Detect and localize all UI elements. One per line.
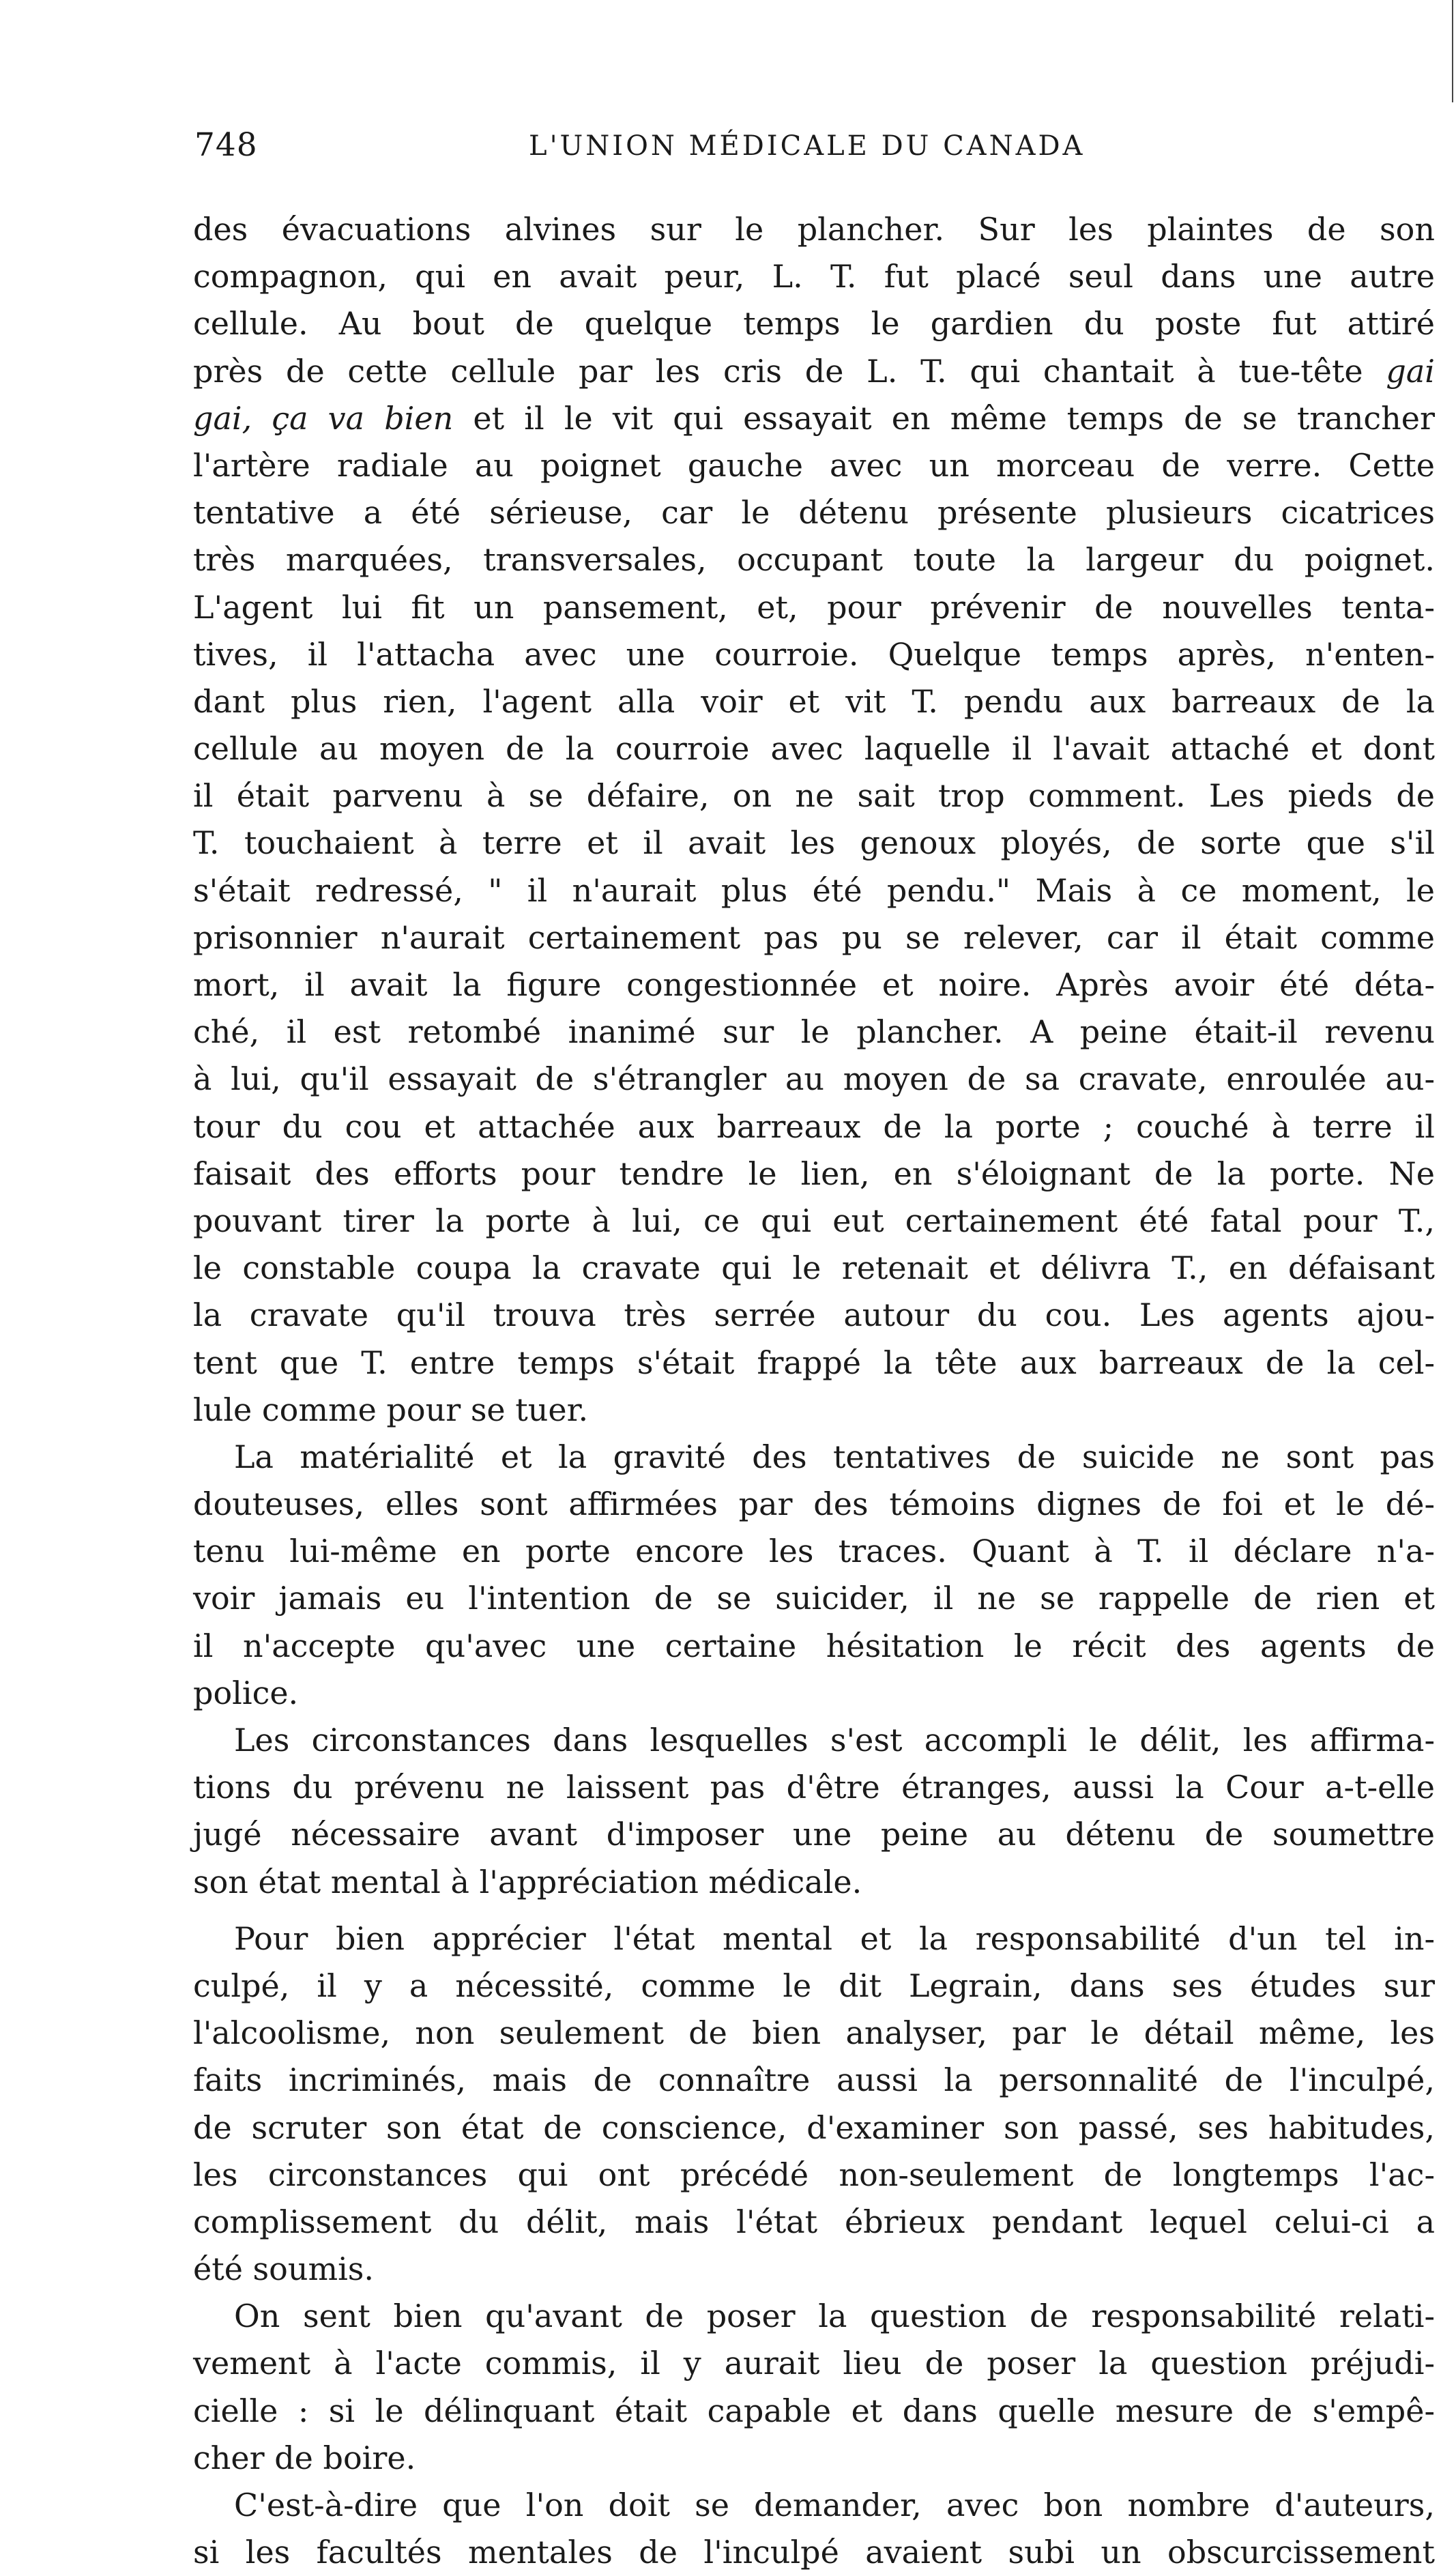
text-line: l'artère radiale au poignet gauche avec un morceau de verre. Cette	[193, 446, 1435, 484]
text-line: police.	[193, 1674, 299, 1711]
text-line: tent que T. entre temps s'était frappé la tête aux barreaux de la cel-	[193, 1344, 1435, 1381]
text-line: jugé nécessaire avant d'imposer une peine au détenu de soumettre	[193, 1816, 1435, 1853]
text-line: compagnon, qui en avait peur, L. T. fut placé seul dans une autre	[193, 258, 1435, 295]
text-span: près de cette cellule par les cris de L. T. qui chantait à tue-tête	[193, 352, 1363, 390]
paragraph	[193, 206, 1435, 1434]
page-header	[194, 126, 1436, 181]
text-line: faisait des efforts pour tendre le lien, en s'éloignant de la porte. Ne	[193, 1155, 1435, 1192]
text-line: dant plus rien, l'agent alla voir et vit T. pendu aux barreaux de la	[193, 682, 1435, 720]
text-line: mort, il avait la figure congestionnée et noire. Après avoir été déta-	[193, 966, 1435, 1003]
paragraph	[193, 2293, 1435, 2482]
text-line: tenu lui-même en porte encore les traces. Quant à T. il déclare n'a-	[193, 1533, 1435, 1570]
text-line: culpé, il y a nécessité, comme le dit Legrain, dans ses études sur	[193, 1967, 1435, 2004]
text-line	[193, 395, 1435, 442]
text-line: cellule au moyen de la courroie avec laquelle il l'avait attaché et dont	[193, 730, 1435, 768]
text-line: cher de boire.	[193, 2439, 416, 2476]
text-line: pouvant tirer la porte à lui, ce qui eut certainement été fatal pour T.,	[193, 1202, 1435, 1239]
text-line: été soumis.	[193, 2251, 375, 2288]
text-line: tions du prévenu ne laissent pas d'être étranges, aussi la Cour a-t-elle	[193, 1769, 1435, 1806]
text-line: Pour bien apprécier l'état mental et la responsabilité d'un tel in-	[234, 1920, 1435, 1957]
text-line: T. touchaient à terre et il avait les genoux ployés, de sorte que s'il	[193, 824, 1435, 862]
italic-song-2: gai, ça va bien	[193, 399, 454, 437]
text-line: s'était redressé, " il n'aurait plus été pendu." Mais à ce moment, le	[193, 871, 1435, 909]
page-number: 748	[194, 126, 258, 164]
text-line: des évacuations alvines sur le plancher. Sur les plaintes de son	[193, 211, 1435, 248]
text-line: douteuses, elles sont affirmées par des témoins dignes de foi et le dé-	[193, 1486, 1435, 1523]
text-line: de scruter son état de conscience, d'examiner son passé, ses habitudes,	[193, 2109, 1435, 2146]
text-line: Les circonstances dans lesquelles s'est accompli le délit, les affirma-	[234, 1722, 1435, 1759]
body-text	[193, 206, 1435, 2576]
text-line: voir jamais eu l'intention de se suicider, il ne se rappelle de rien et	[193, 1580, 1435, 1617]
paragraph	[193, 1915, 1435, 2293]
paragraph	[193, 1717, 1435, 1906]
text-line: complissement du délit, mais l'état ébrieux pendant lequel celui-ci a	[193, 2203, 1435, 2240]
paragraph	[193, 2482, 1435, 2576]
text-line: ché, il est retombé inanimé sur le plancher. A peine était-il revenu	[193, 1013, 1435, 1051]
page-edge-mark	[1452, 0, 1453, 102]
text-line: très marquées, transversales, occupant toute la largeur du poignet.	[193, 541, 1435, 579]
text-line: le constable coupa la cravate qui le retenait et délivra T., en défaisant	[193, 1249, 1435, 1287]
text-line: On sent bien qu'avant de poser la question de responsabilité relati-	[234, 2298, 1435, 2335]
text-line: si les facultés mentales de l'inculpé avaient subi un obscurcissement	[193, 2534, 1435, 2571]
text-line: vement à l'acte commis, il y aurait lieu de poser la question préjudi-	[193, 2345, 1435, 2382]
text-line: C'est-à-dire que l'on doit se demander, avec bon nombre d'auteurs,	[234, 2487, 1435, 2523]
text-line: prisonnier n'aurait certainement pas pu se relever, car il était comme	[193, 918, 1435, 956]
paragraph	[193, 1434, 1435, 1717]
text-line: la cravate qu'il trouva très serrée autour du cou. Les agents ajou-	[193, 1297, 1435, 1334]
running-title: L'UNION MÉDICALE DU CANADA	[529, 130, 1086, 162]
text-line: il n'accepte qu'avec une certaine hésitation le récit des agents de	[193, 1627, 1435, 1664]
text-line: tives, il l'attacha avec une courroie. Quelque temps après, n'enten-	[193, 635, 1435, 673]
text-line: faits incriminés, mais de connaître aussi la personnalité de l'inculpé,	[193, 2061, 1435, 2099]
text-line: cellule. Au bout de quelque temps le gardien du poste fut attiré	[193, 305, 1435, 343]
text-line: l'alcoolisme, non seulement de bien analyser, par le détail même, les	[193, 2014, 1435, 2052]
text-line: tentative a été sérieuse, car le détenu présente plusieurs cicatrices	[193, 494, 1435, 532]
text-line: il était parvenu à se défaire, on ne sait trop comment. Les pieds de	[193, 777, 1435, 815]
paragraph-gap	[193, 1906, 1435, 1915]
text-line: L'agent lui fit un pansement, et, pour prévenir de nouvelles tenta-	[193, 588, 1435, 626]
text-line: à lui, qu'il essayait de s'étrangler au moyen de sa cravate, enroulée au-	[193, 1060, 1435, 1098]
text-span: et il le vit qui essayait en même temps de se trancher	[473, 399, 1436, 437]
text-line: lule comme pour se tuer.	[193, 1391, 589, 1428]
text-line: La matérialité et la gravité des tentatives de suicide ne sont pas	[234, 1438, 1435, 1475]
italic-song: gai	[1386, 352, 1435, 390]
text-line: les circonstances qui ont précédé non-seulement de longtemps l'ac-	[193, 2156, 1435, 2193]
text-line: cielle : si le délinquant était capable et dans quelle mesure de s'empê-	[193, 2392, 1435, 2429]
text-line: tour du cou et attachée aux barreaux de la porte ; couché à terre il	[193, 1108, 1435, 1145]
text-line: son état mental à l'appréciation médicale.	[193, 1863, 862, 1900]
text-line	[193, 348, 1435, 395]
